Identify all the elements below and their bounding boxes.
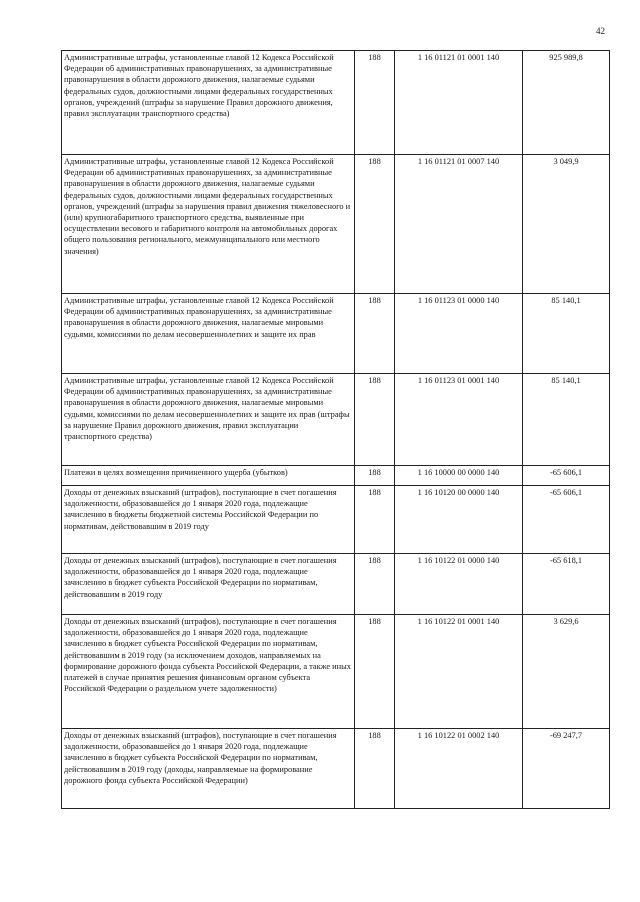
table-row bbox=[62, 554, 610, 615]
table-row bbox=[62, 51, 610, 155]
row-amount: -65 606,1 bbox=[523, 466, 610, 486]
row-amount: 3 049,9 bbox=[523, 155, 610, 294]
row-description: Доходы от денежных взысканий (штрафов), поступающие в счет погашения задолженности, образовавшейся до 1 января 2020 года, подлежащие зачислению в бюджеты бюджетной системы Российской Федерации по нормативам, действовавшим в 2019 году bbox=[62, 486, 355, 554]
row-description: Административные штрафы, установленные главой 12 Кодекса Российской Федерации об административных правонарушениях, за административные правонарушения в области дорожного движения, налагаемые судьями федеральных судов, должностными лицами федеральных государственных органов, учреждений (штрафы за нарушения правил движения тяжеловесного и (или) крупногабаритного транспортного средства, выявленные при осуществлении весового и габаритного контроля на автомобильных дорогах общего пользования регионального, межмуниципального или местного значения) bbox=[62, 155, 355, 294]
row-description: Административные штрафы, установленные главой 12 Кодекса Российской Федерации об административных правонарушениях, за административные правонарушения в области дорожного движения, налагаемые судьями федеральных судов, должностными лицами федеральных государственных органов, учреждений (штрафы за нарушение Правил дорожного движения, правил эксплуатации транспортного средства) bbox=[62, 51, 355, 155]
table-row bbox=[62, 466, 610, 486]
row-budget-code: 1 16 01121 01 0007 140 bbox=[395, 155, 523, 294]
row-budget-code: 1 16 10122 01 0000 140 bbox=[395, 554, 523, 615]
row-description: Доходы от денежных взысканий (штрафов), поступающие в счет погашения задолженности, образовавшейся до 1 января 2020 года, подлежащие зачислению в бюджет субъекта Российской Федерации по нормативам, действовавшим в 2019 году (за исключением доходов, направляемых на формирование дорожного фонда субъекта Российской Федерации, а также иных платежей в случае принятия решения финансовым органом субъекта Российской Федерации о раздельном учете задолженности) bbox=[62, 615, 355, 729]
row-amount: -69 247,7 bbox=[523, 729, 610, 809]
row-budget-code: 1 16 10000 00 0000 140 bbox=[395, 466, 523, 486]
row-admin-code: 188 bbox=[355, 374, 395, 466]
row-amount: 85 140,1 bbox=[523, 374, 610, 466]
row-description: Административные штрафы, установленные главой 12 Кодекса Российской Федерации об административных правонарушениях, за административные правонарушения в области дорожного движения, налагаемые мировыми судьями, комиссиями по делам несовершеннолетних и защите их прав bbox=[62, 294, 355, 374]
row-description: Платежи в целях возмещения причиненного ущерба (убытков) bbox=[62, 466, 355, 486]
row-budget-code: 1 16 01123 01 0000 140 bbox=[395, 294, 523, 374]
row-admin-code: 188 bbox=[355, 466, 395, 486]
row-budget-code: 1 16 10122 01 0002 140 bbox=[395, 729, 523, 809]
row-admin-code: 188 bbox=[355, 615, 395, 729]
row-admin-code: 188 bbox=[355, 155, 395, 294]
row-amount: -65 618,1 bbox=[523, 554, 610, 615]
row-admin-code: 188 bbox=[355, 729, 395, 809]
row-amount: 925 989,8 bbox=[523, 51, 610, 155]
row-description: Доходы от денежных взысканий (штрафов), поступающие в счет погашения задолженности, образовавшейся до 1 января 2020 года, подлежащие зачислению в бюджет субъекта Российской Федерации по нормативам, действовавшим в 2019 году bbox=[62, 554, 355, 615]
row-admin-code: 188 bbox=[355, 486, 395, 554]
row-amount: 85 140,1 bbox=[523, 294, 610, 374]
row-description: Административные штрафы, установленные главой 12 Кодекса Российской Федерации об административных правонарушениях, за административные правонарушения в области дорожного движения, налагаемые мировыми судьями, комиссиями по делам несовершеннолетних и защите их прав (штрафы за нарушение Правил дорожного движения, правил эксплуатации транспортного средства) bbox=[62, 374, 355, 466]
row-amount: 3 629,6 bbox=[523, 615, 610, 729]
revenue-table bbox=[61, 50, 610, 809]
row-admin-code: 188 bbox=[355, 51, 395, 155]
row-description: Доходы от денежных взысканий (штрафов), поступающие в счет погашения задолженности, образовавшейся до 1 января 2020 года, подлежащие зачислению в бюджет субъекта Российской Федерации по нормативам, действовавшим в 2019 году (доходы, направляемые на формирование дорожного фонда субъекта Российской Федерации) bbox=[62, 729, 355, 809]
row-budget-code: 1 16 01123 01 0001 140 bbox=[395, 374, 523, 466]
row-admin-code: 188 bbox=[355, 554, 395, 615]
row-admin-code: 188 bbox=[355, 294, 395, 374]
table-row bbox=[62, 155, 610, 294]
page-number: 42 bbox=[596, 26, 605, 36]
table-row bbox=[62, 294, 610, 374]
table-row bbox=[62, 615, 610, 729]
table-row bbox=[62, 486, 610, 554]
row-amount: -65 606,1 bbox=[523, 486, 610, 554]
table-row bbox=[62, 374, 610, 466]
row-budget-code: 1 16 10120 00 0000 140 bbox=[395, 486, 523, 554]
row-budget-code: 1 16 10122 01 0001 140 bbox=[395, 615, 523, 729]
table-row bbox=[62, 729, 610, 809]
row-budget-code: 1 16 01121 01 0001 140 bbox=[395, 51, 523, 155]
